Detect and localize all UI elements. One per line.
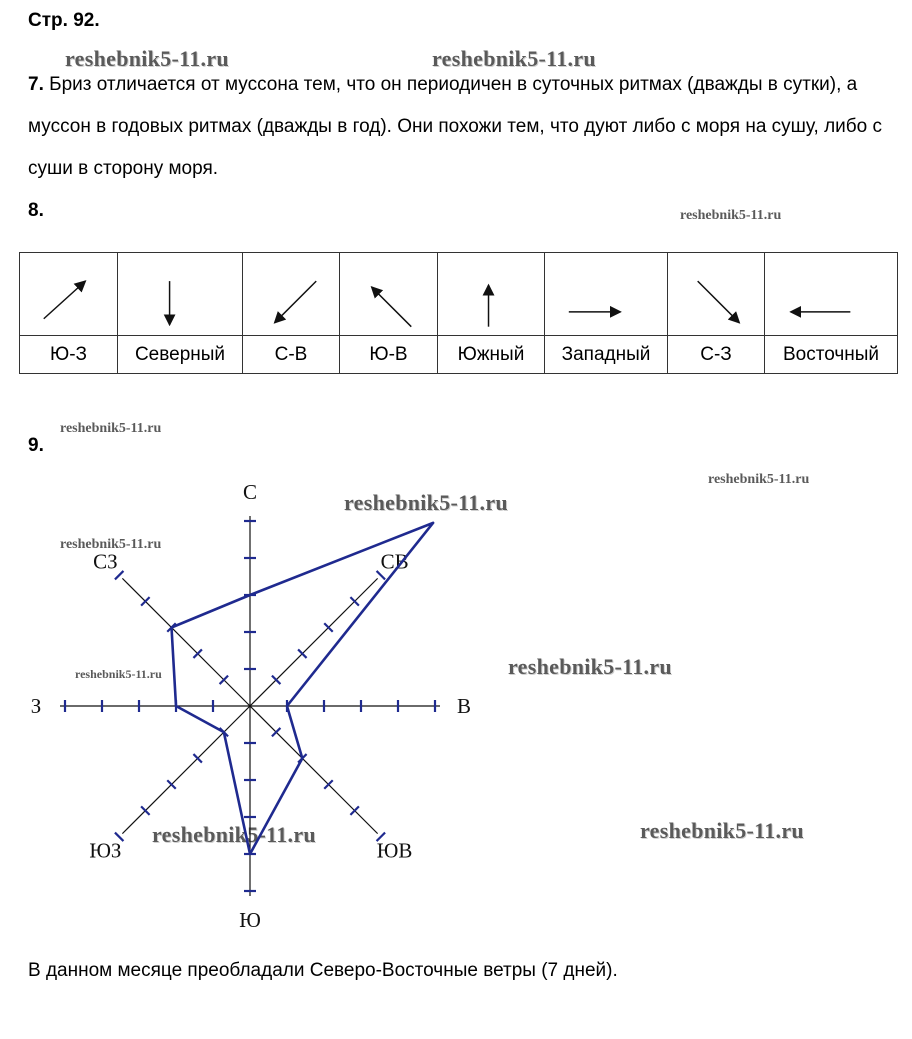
arrow-south-icon: [118, 253, 242, 335]
wind-label: Ю-З: [20, 336, 118, 374]
wind-label: Восточный: [765, 336, 898, 374]
watermark: reshebnik5-11.ru: [65, 46, 229, 71]
rose-axis: [250, 706, 378, 834]
arrow-north-west-icon: [340, 253, 437, 335]
arrow-cell: [438, 253, 545, 336]
rose-polygon: [172, 523, 434, 854]
rose-direction-label: СЗ: [93, 549, 118, 574]
wind-label: С-З: [668, 336, 765, 374]
arrow-west-icon: [765, 253, 897, 335]
watermark: reshebnik5-11.ru: [75, 667, 162, 681]
question-7: [28, 64, 898, 190]
rose-axis: [122, 578, 250, 706]
question-7-number: 7.: [28, 74, 44, 95]
watermark: reshebnik5-11.ru: [344, 490, 508, 515]
arrow-cell: [243, 253, 340, 336]
arrow-cell: [340, 253, 438, 336]
rose-direction-label: В: [456, 694, 472, 718]
question-8-number: 8.: [28, 200, 44, 221]
wind-label: Ю-В: [340, 336, 438, 374]
arrow-cell: [20, 253, 118, 336]
arrow-north-east-icon: [20, 253, 117, 335]
watermark: reshebnik5-11.ru: [432, 46, 596, 71]
label-row: [20, 336, 898, 374]
watermark: reshebnik5-11.ru: [152, 822, 316, 847]
arrow-cell: [545, 253, 668, 336]
rose-direction-label: СВ: [380, 549, 409, 574]
rose-direction-label: С: [242, 480, 258, 504]
wind-label: Западный: [545, 336, 668, 374]
rose-direction-label: Ю: [239, 908, 261, 930]
watermark: reshebnik5-11.ru: [640, 818, 804, 843]
wind-label: Южный: [438, 336, 545, 374]
rose-direction-label: З: [30, 694, 42, 718]
watermark: reshebnik5-11.ru: [680, 208, 782, 223]
question-7-answer: Бриз отличается от муссона тем, что он периодичен в суточных ритмах (дважды в сутки), а муссон в годовых ритмах (дважды в год). Они похожи тем, что дуют либо с моря на сушу, либо с суши в сторону моря.: [28, 74, 882, 179]
wind-label: Северный: [118, 336, 243, 374]
arrow-row: [20, 253, 898, 336]
page-number: Стр. 92.: [28, 10, 100, 31]
arrow-south-west-icon: [243, 253, 339, 335]
watermark: reshebnik5-11.ru: [508, 654, 672, 679]
arrow-cell: [668, 253, 765, 336]
arrow-south-east-icon: [668, 253, 764, 335]
rose-direction-label: ЮВ: [376, 838, 413, 863]
watermark: reshebnik5-11.ru: [60, 537, 162, 552]
watermark: reshebnik5-11.ru: [708, 472, 810, 487]
wind-direction-table: [19, 252, 898, 374]
question-9-answer: В данном месяце преобладали Северо-Восточные ветры (7 дней).: [28, 960, 618, 981]
arrow-north-icon: [438, 253, 544, 335]
rose-axis: [250, 578, 378, 706]
arrow-east-icon: [545, 253, 667, 335]
arrow-cell: [765, 253, 898, 336]
question-9-number: 9.: [28, 435, 44, 456]
watermark: reshebnik5-11.ru: [60, 421, 162, 436]
wind-label: С-В: [243, 336, 340, 374]
arrow-cell: [118, 253, 243, 336]
wind-rose-diagram: [0, 470, 912, 930]
rose-direction-label: ЮЗ: [89, 838, 122, 863]
